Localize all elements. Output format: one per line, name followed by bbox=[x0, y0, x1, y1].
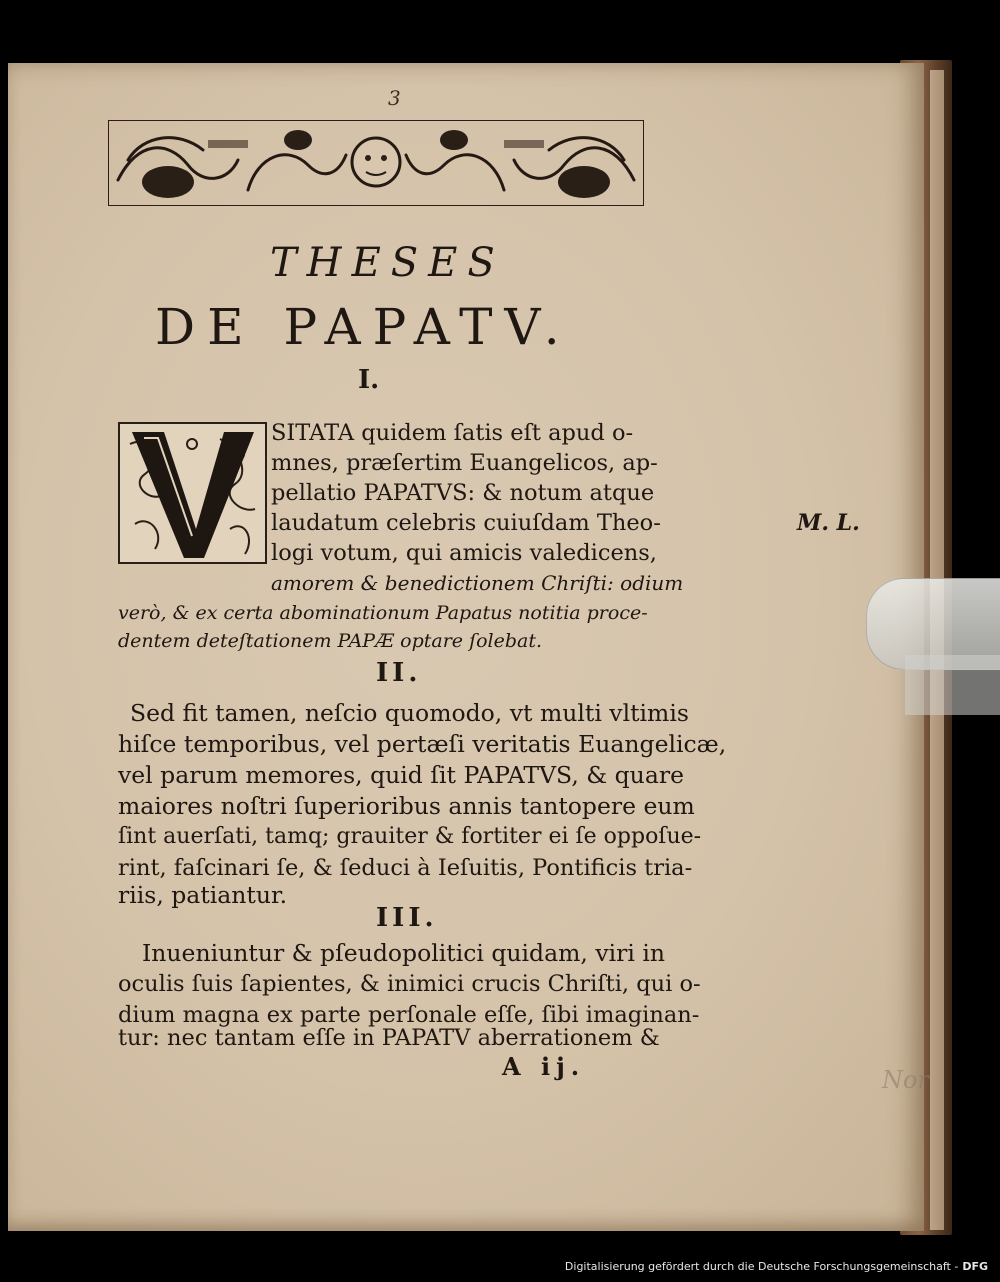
section-3-numeral: III. bbox=[376, 903, 438, 933]
section-1-line-2: mnes, præſertim Euangelicos, ap- bbox=[271, 450, 658, 476]
signature-mark: A ij. bbox=[502, 1052, 586, 1081]
section-1-line-5: logi votum, qui amicis valedicens, bbox=[271, 540, 657, 566]
section-1-line-7: verò, & ex certa abominationum Papatus notitia proce- bbox=[118, 602, 648, 624]
bleed-through-text: Nor bbox=[882, 1066, 929, 1094]
section-2-line-1: Sed fit tamen, neſcio quomodo, vt multi vltimis bbox=[130, 699, 689, 727]
title-line-1: THESES bbox=[270, 240, 505, 286]
section-2-line-7: riis, patiantur. bbox=[118, 881, 288, 909]
footer-credit-text: Digitalisierung gefördert durch die Deutsche Forschungsgemeinschaft - bbox=[564, 1260, 959, 1273]
section-1-line-1: SITATA quidem ſatis eſt apud o- bbox=[271, 420, 634, 446]
drop-cap-v-icon bbox=[118, 422, 267, 564]
page-clip-tail bbox=[905, 655, 1000, 715]
section-3-line-4: tur: nec tantam eſſe in PAPATV aberrationem & bbox=[118, 1025, 660, 1051]
section-3-line-3: dium magna ex parte perſonale eſſe, ſibi imaginan- bbox=[118, 1002, 700, 1028]
section-2-line-3: vel parum memores, quid ſit PAPATVS, & quare bbox=[118, 761, 684, 789]
footer-credit bbox=[565, 1260, 988, 1273]
section-1-line-4: laudatum celebris cuiuſdam Theo- bbox=[271, 510, 661, 536]
dfg-logo-icon: DFG bbox=[962, 1260, 988, 1273]
section-2-line-6: rint, faſcinari ſe, & ſeduci à Ieſuitis, Pontificis tria- bbox=[118, 855, 693, 881]
section-2-line-5: ſint auerſati, tamq; grauiter & fortiter ei ſe oppoſue- bbox=[118, 824, 702, 849]
page-number: 3 bbox=[388, 86, 401, 110]
title-line-2: DE PAPATV. bbox=[155, 298, 572, 356]
section-2-line-2: hiſce temporibus, vel pertæſi veritatis Euangelicæ, bbox=[118, 730, 727, 758]
section-2-numeral: II. bbox=[376, 658, 422, 688]
section-1-numeral: I. bbox=[358, 365, 380, 395]
section-1-line-3: pellatio PAPATVS: & notum atque bbox=[271, 480, 655, 506]
section-3-line-1: Inueniuntur & pſeudopolitici quidam, viri in bbox=[142, 939, 665, 967]
section-3-line-2: oculis ſuis ſapientes, & inimici crucis Chriſti, qui o- bbox=[118, 971, 701, 997]
headpiece-ornament bbox=[108, 120, 644, 206]
marginal-note: M. L. bbox=[797, 510, 860, 536]
section-1-line-8: dentem deteſtationem PAPÆ optare ſolebat. bbox=[118, 630, 543, 652]
section-1-line-6: amorem & benedictionem Chriſti: odium bbox=[271, 571, 684, 595]
section-2-line-4: maiores noſtri ſuperioribus annis tantopere eum bbox=[118, 792, 695, 820]
